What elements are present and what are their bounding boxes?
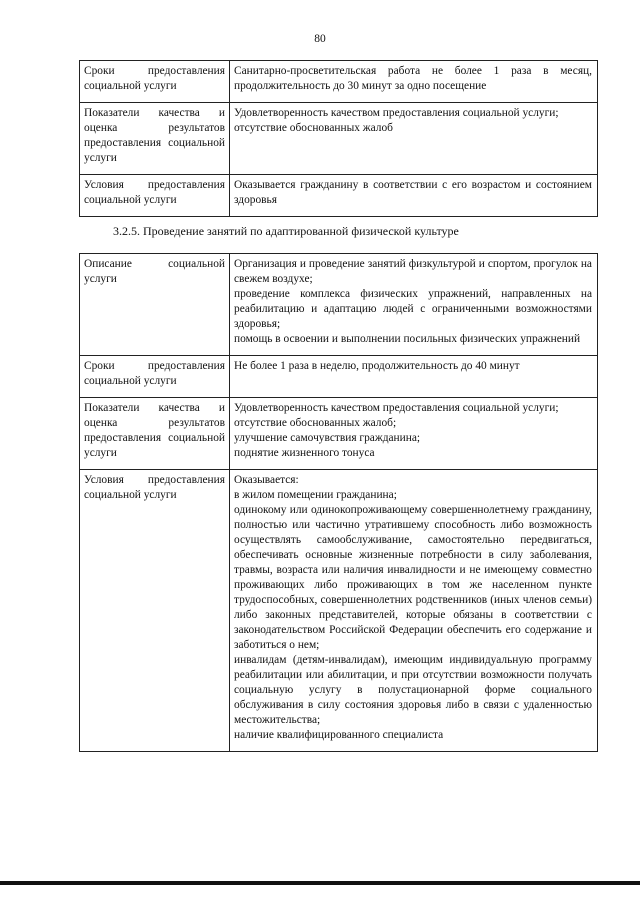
row-value bbox=[230, 61, 598, 103]
value-line: Удовлетворенность качеством предоставления социальной услуги; bbox=[234, 107, 559, 119]
service-table-physical-culture bbox=[79, 253, 598, 752]
row-label: Описание социальной услуги bbox=[80, 254, 230, 356]
table-row bbox=[80, 254, 598, 356]
value-line: в жилом помещении гражданина; bbox=[234, 489, 397, 501]
section-heading: 3.2.5. Проведение занятий по адаптированной физической культуре bbox=[113, 224, 459, 238]
value-line: проведение комплекса физических упражнений, направленных на реабилитацию и адаптацию людей с ограниченными возможностями здоровья; bbox=[234, 288, 592, 330]
value-line: отсутствие обоснованных жалоб bbox=[234, 122, 393, 134]
row-value bbox=[230, 356, 598, 398]
value-line: Не более 1 раза в неделю, продолжительность до 40 минут bbox=[234, 360, 520, 372]
value-line: одинокому или одинокопроживающему совершеннолетнему гражданину, полностью или частично утратившему способность либо возможность осуществлять самообслуживание, самостоятельно передвигаться, обеспечивать основные жизненные потребности в силу заболевания, травмы, возраста или наличия инвалидности и не имеющему совместно проживающих либо проживающих в том же населенном пункте трудоспособных, совершеннолетних родственников (иных членов семьи) либо законных представителей, которые обязаны в соответствии с законодательством Российской Федерации обеспечить его содержание и заботиться о нем; bbox=[234, 504, 592, 651]
table-row bbox=[80, 398, 598, 470]
row-value bbox=[230, 470, 598, 752]
table-row bbox=[80, 356, 598, 398]
table-body bbox=[80, 61, 598, 217]
row-label: Показатели качества и оценка результатов предоставления социальной услуги bbox=[80, 103, 230, 175]
row-value bbox=[230, 103, 598, 175]
row-value bbox=[230, 175, 598, 217]
service-table-sanitary bbox=[79, 60, 598, 217]
value-line: наличие квалифицированного специалиста bbox=[234, 729, 444, 741]
value-line: поднятие жизненного тонуса bbox=[234, 447, 375, 459]
row-label: Сроки предоставления социальной услуги bbox=[80, 61, 230, 103]
row-value bbox=[230, 254, 598, 356]
row-value bbox=[230, 398, 598, 470]
table-row bbox=[80, 103, 598, 175]
table-row bbox=[80, 175, 598, 217]
value-line: Оказывается гражданину в соответствии с его возрастом и состоянием здоровья bbox=[234, 179, 592, 206]
value-line: улучшение самочувствия гражданина; bbox=[234, 432, 421, 444]
row-label: Показатели качества и оценка результатов предоставления социальной услуги bbox=[80, 398, 230, 470]
row-label: Условия предоставления социальной услуги bbox=[80, 175, 230, 217]
value-line: Удовлетворенность качеством предоставления социальной услуги; bbox=[234, 402, 559, 414]
value-line: Организация и проведение занятий физкультурой и спортом, прогулок на свежем воздухе; bbox=[234, 258, 592, 285]
row-label: Сроки предоставления социальной услуги bbox=[80, 356, 230, 398]
page-number: 80 bbox=[314, 33, 326, 45]
value-line: инвалидам (детям-инвалидам), имеющим индивидуальную программу реабилитации или абилитации, и при отсутствии возможности получать социальную услугу в полустационарной форме социального обслуживания в силу состояния здоровья либо в связи с удаленностью местожительства; bbox=[234, 654, 592, 726]
table-row bbox=[80, 61, 598, 103]
row-label: Условия предоставления социальной услуги bbox=[80, 470, 230, 752]
value-line: помощь в освоении и выполнении посильных физических упражнений bbox=[234, 333, 581, 345]
page-bottom-rule bbox=[0, 881, 640, 885]
value-line: Оказывается: bbox=[234, 474, 299, 486]
value-line: Санитарно-просветительская работа не более 1 раза в месяц, продолжительность до 30 минут за одно посещение bbox=[234, 65, 592, 92]
table-row bbox=[80, 470, 598, 752]
table-body bbox=[80, 254, 598, 752]
value-line: отсутствие обоснованных жалоб; bbox=[234, 417, 397, 429]
